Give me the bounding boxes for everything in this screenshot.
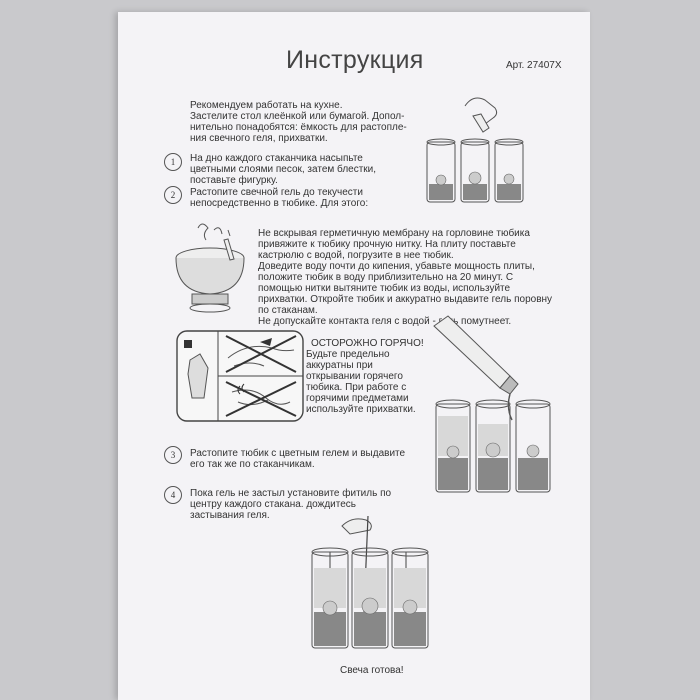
- warning-line: тюбика. При работе с: [306, 382, 407, 393]
- melt-line: Не вскрывая герметичную мембрану на горловине тюбика: [258, 228, 530, 239]
- intro-line: нительно понадобятся: ёмкость для растопле-: [190, 122, 407, 133]
- warning-line: Будьте предельно: [306, 349, 390, 360]
- step-line: Растопите свечной гель до текучести: [190, 187, 363, 198]
- step-line: непосредственно в тюбике. Для этого:: [190, 198, 369, 209]
- step-3-number: 3: [164, 446, 182, 464]
- step-line: На дно каждого стаканчика насыпьте: [190, 153, 363, 164]
- melt-line: Доведите воду почти до кипения, убавьте мощность плиты,: [258, 261, 535, 272]
- step-line: Пока гель не застыл установите фитиль по: [190, 488, 392, 499]
- step-1-number: 1: [164, 153, 182, 171]
- warning-line: аккуратны при: [306, 360, 373, 371]
- step-line: цветными слоями песок, затем блестки,: [190, 164, 377, 175]
- glasses-with-sand-icon: [423, 92, 533, 204]
- melt-line: положите тюбик в воду приблизительно на 20 минут. С: [258, 272, 514, 283]
- instruction-sheet: [118, 12, 590, 700]
- intro-line: Рекомендуем работать на кухне.: [190, 100, 343, 111]
- step-line: поставьте фигурку.: [190, 175, 278, 186]
- step-line: Растопите тюбик с цветным гелем и выдавите: [190, 448, 406, 459]
- step-2-number: 2: [164, 186, 182, 204]
- warning-line: используйте прихватки.: [306, 404, 416, 415]
- warning-heading: ОСТОРОЖНО ГОРЯЧО!: [311, 338, 424, 349]
- step-line: его так же по стаканчикам.: [190, 459, 315, 470]
- melt-line: по стаканам.: [258, 305, 318, 316]
- step-3-text: [190, 448, 405, 470]
- melt-line: помощью нитки вытяните тюбик из воды, используйте: [258, 283, 511, 294]
- step-4-number: 4: [164, 486, 182, 504]
- article-number: Арт. 27407Х: [506, 60, 562, 71]
- melt-line: привяжите к тюбику прочную нитку. На плиту поставьте: [258, 239, 516, 250]
- warning-line: горячими предметами: [306, 393, 409, 404]
- melt-line: Не допускайте контакта геля с водой - гель помутнеет.: [258, 316, 512, 327]
- safety-warning-icon: [176, 330, 304, 422]
- warning-line: открывании горячего: [306, 371, 403, 382]
- step-2-text: [190, 187, 368, 209]
- intro-text: [190, 100, 407, 144]
- warning-text: [306, 338, 424, 415]
- pour-gel-icon: [430, 312, 560, 498]
- final-text: Свеча готова!: [340, 665, 404, 676]
- step-1-text: [190, 153, 376, 186]
- intro-line: Застелите стол клеёнкой или бумагой. Допол-: [190, 111, 405, 122]
- step-line: застывания геля.: [190, 510, 270, 521]
- step-line: центру каждого стакана. дождитесь: [190, 499, 356, 510]
- page-title: Инструкция: [286, 46, 424, 74]
- pot-on-stove-icon: [170, 220, 250, 318]
- melt-line: прихватки. Откройте тюбик и аккуратно выдавите гель поровну: [258, 294, 553, 305]
- melt-line: кастрюлю с водой, погрузите в нее тюбик.: [258, 250, 454, 261]
- intro-line: ния свечного геля, прихватки.: [190, 133, 328, 144]
- wicks-in-glasses-icon: [308, 512, 444, 652]
